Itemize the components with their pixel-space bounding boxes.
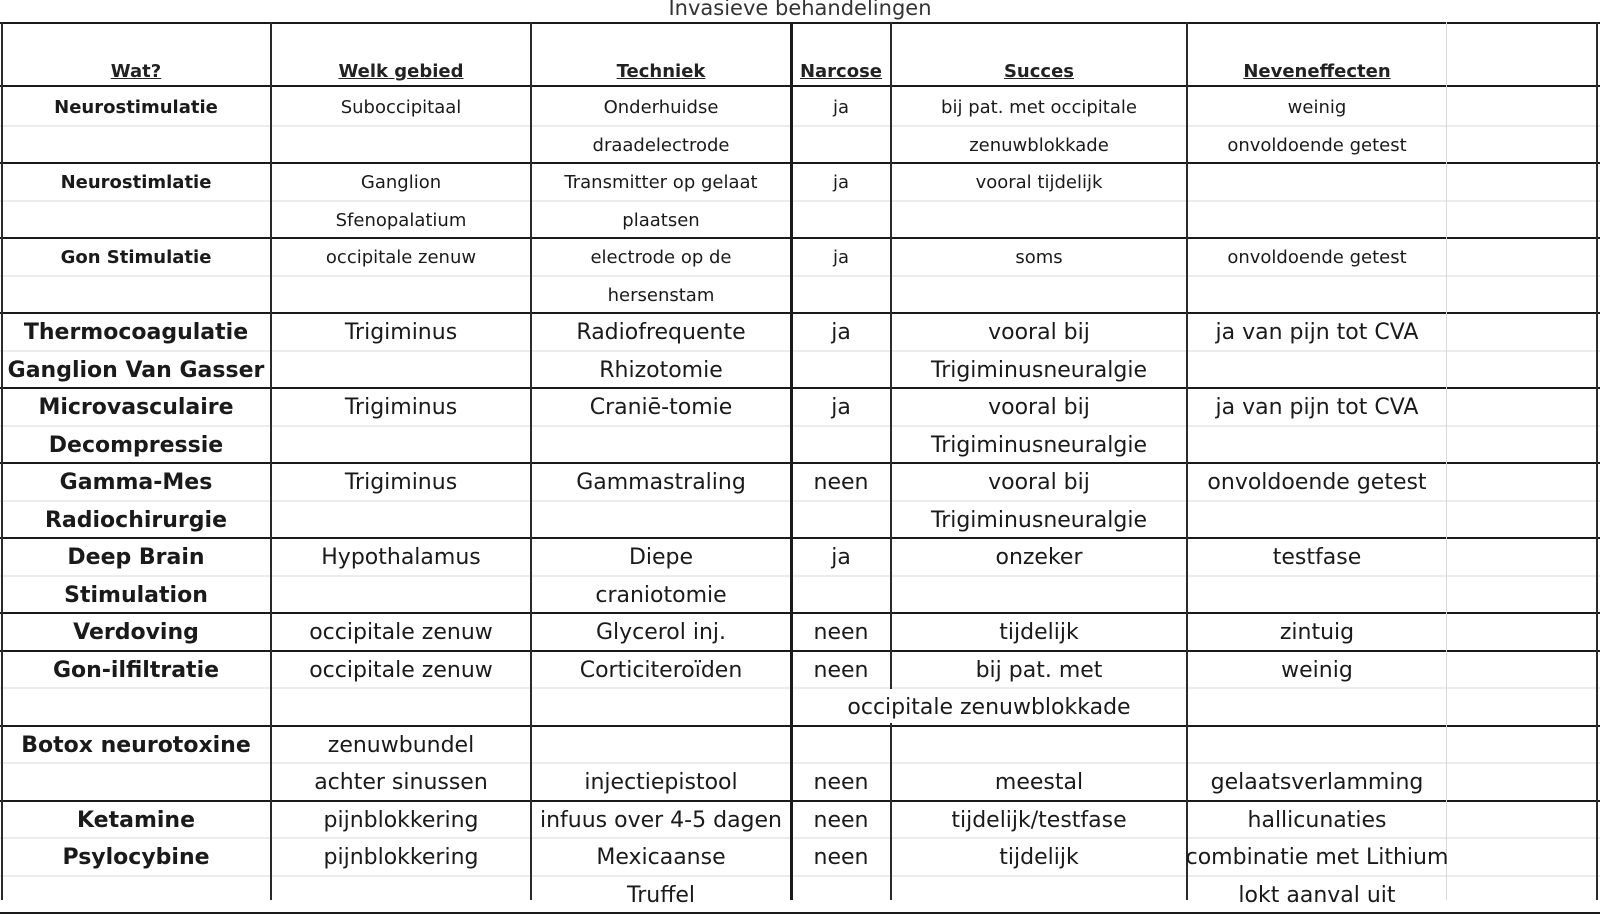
table-cell: weinig [1281, 658, 1353, 683]
table-cell: ja [832, 172, 850, 193]
table-cell: Deep Brain [67, 545, 205, 570]
table-cell: Decompressie [48, 433, 224, 458]
table-cell: onvoldoende getest [1207, 470, 1427, 495]
table-cell: neen [813, 808, 869, 833]
table-cell: Trigiminusneuralgie [930, 433, 1147, 458]
table-cell: Psylocybine [62, 845, 210, 870]
table-cell: onzeker [995, 545, 1083, 570]
table-cell: zenuwbundel [327, 733, 475, 758]
column-header: Neveneffecten [1243, 61, 1391, 82]
table-cell: bij pat. met [975, 658, 1103, 683]
table-cell: onvoldoende getest [1227, 247, 1407, 268]
table-cell: Suboccipitaal [340, 97, 462, 118]
table-cell: Radiofrequente [576, 320, 746, 345]
table-cell: occipitale zenuw [309, 658, 493, 683]
table-cell: Ganglion Van Gasser [7, 358, 265, 383]
table-title: Invasieve behandelingen [668, 0, 932, 20]
table-cell: neen [813, 470, 869, 495]
table-cell: Onderhuidse [603, 97, 719, 118]
table-cell: electrode op de [590, 247, 732, 268]
table-cell: tijdelijk/testfase [951, 808, 1127, 833]
table-cell: ja [831, 545, 851, 570]
table-cell: zintuig [1279, 620, 1355, 645]
table-cell: hersenstam [607, 285, 715, 306]
table-cell: combinatie met Lithium [1185, 845, 1449, 870]
table-cell: neen [813, 620, 869, 645]
table-cell: neen [813, 658, 869, 683]
table-cell: Diepe [628, 545, 694, 570]
table-cell: gelaatsverlamming [1210, 770, 1424, 795]
table-cell: draadelectrode [592, 135, 730, 156]
table-cell: Botox neurotoxine [21, 733, 251, 758]
table-cell: soms [1015, 247, 1063, 268]
table-cell: zenuwblokkade [969, 135, 1109, 156]
table-cell: Trigiminus [344, 470, 458, 495]
table-cell: Microvasculaire [38, 395, 234, 420]
table-cell: plaatsen [622, 210, 700, 231]
table-cell: ja van pijn tot CVA [1215, 395, 1419, 420]
table-cell: vooral tijdelijk [975, 172, 1103, 193]
border-top [0, 22, 1600, 24]
table-cell: Gon-ilfiltratie [52, 658, 220, 683]
table-cell: ja [831, 395, 851, 420]
table-cell: Verdoving [73, 620, 199, 645]
column-header: Narcose [799, 61, 883, 82]
table-cell: ja [831, 320, 851, 345]
table-cell: Mexicaanse [596, 845, 726, 870]
column-header: Welk gebied [338, 61, 464, 82]
table-cell: occipitale zenuw [325, 247, 477, 268]
table-cell: Trigiminus [344, 395, 458, 420]
table-cell: Ketamine [77, 808, 195, 833]
table-cell: vooral bij [988, 395, 1090, 420]
table-cell: occipitale zenuw [309, 620, 493, 645]
table-cell: Trigiminus [344, 320, 458, 345]
table-cell: Hypothalamus [321, 545, 481, 570]
table-cell: Ganglion [360, 172, 442, 193]
table-cell: Craniē-tomie [589, 395, 733, 420]
table-cell: infuus over 4-5 dagen [539, 808, 782, 833]
table-cell: meestal [994, 770, 1084, 795]
column-border [1596, 22, 1598, 900]
table-cell: pijnblokkering [323, 845, 479, 870]
table-cell: Thermocoagulatie [23, 320, 249, 345]
table-cell: Gamma-Mes [59, 470, 213, 495]
table-cell: Gon Stimulatie [60, 247, 212, 268]
table-cell: weinig [1287, 97, 1347, 118]
table-cell: Neurostimlatie [60, 172, 212, 193]
table-cell: craniotomie [595, 583, 727, 608]
table-cell: onvoldoende getest [1227, 135, 1407, 156]
table-cell: Transmitter op gelaat [564, 172, 758, 193]
table-cell: ja [832, 247, 850, 268]
column-header: Wat? [110, 61, 162, 82]
table-cell: ja van pijn tot CVA [1215, 320, 1419, 345]
table-cell: Radiochirurgie [44, 508, 227, 533]
table-cell: lokt aanval uit [1238, 883, 1396, 908]
table-cell: Neurostimulatie [54, 97, 218, 118]
table-cell: Truffel [627, 883, 695, 908]
column-header: Succes [1003, 61, 1075, 82]
table-cell: Gammastraling [576, 470, 746, 495]
table-cell: ja [832, 97, 850, 118]
table-cell: Sfenopalatium [335, 210, 467, 231]
table-cell: vooral bij [988, 470, 1090, 495]
table-cell: Glycerol inj. [595, 620, 727, 645]
table-cell: bij pat. met occipitale [941, 97, 1137, 118]
table-cell: injectiepistool [584, 770, 738, 795]
table-cell: Trigiminusneuralgie [930, 358, 1147, 383]
table-cell: Rhizotomie [599, 358, 723, 383]
border-header-bottom [0, 85, 1600, 87]
column-header: Techniek [616, 61, 706, 82]
merged-cell: occipitale zenuwblokkade [847, 695, 1131, 720]
table-cell: testfase [1272, 545, 1362, 570]
table-cell: Corticiteroïden [579, 658, 743, 683]
table-cell: neen [813, 845, 869, 870]
table-cell: achter sinussen [314, 770, 488, 795]
table-cell: tijdelijk [999, 620, 1079, 645]
table-cell: vooral bij [988, 320, 1090, 345]
column-border [1446, 22, 1447, 900]
table-cell: hallicunaties [1247, 808, 1387, 833]
table-cell: Stimulation [64, 583, 208, 608]
table-cell: pijnblokkering [323, 808, 479, 833]
table-cell: tijdelijk [999, 845, 1079, 870]
table-cell: neen [813, 770, 869, 795]
table-cell: Trigiminusneuralgie [930, 508, 1147, 533]
